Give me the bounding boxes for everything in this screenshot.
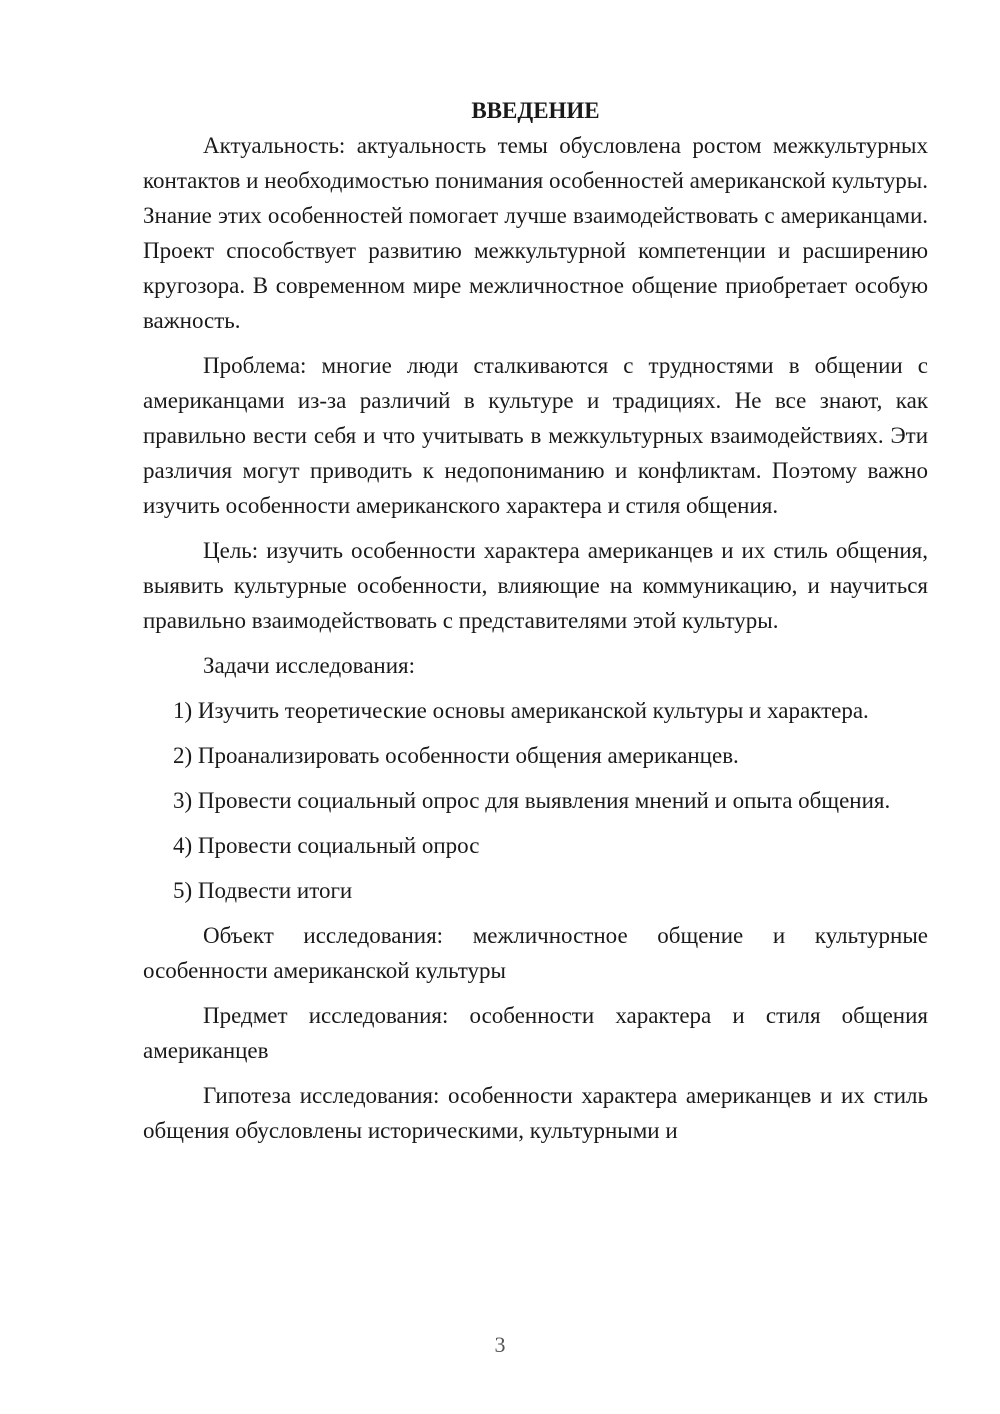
paragraph-goal: Цель: изучить особенности характера американцев и их стиль общения, выявить культурные особенности, влияющие на коммуникацию, и научиться правильно взаимодействовать с представителями этой культуры. <box>143 538 928 633</box>
task-item: 2) Проанализировать особенности общения американцев. <box>173 743 739 768</box>
task-item: 5) Подвести итоги <box>173 878 353 903</box>
paragraph-object: Объект исследования: межличностное общение и культурные особенности американской культуры <box>143 923 928 983</box>
task-item: 1) Изучить теоретические основы американской культуры и характера. <box>173 698 869 723</box>
tasks-heading: Задачи исследования: <box>203 653 416 678</box>
paragraph-relevance: Актуальность: актуальность темы обусловлена ростом межкультурных контактов и необходимостью понимания особенностей американской культуры. Знание этих особенностей помогает лучше взаимодействовать с американцами. Проект способствует развитию межкультурной компетенции и расширению кругозора. В современном мире межличностное общение приобретает особую важность. <box>143 133 928 333</box>
paragraph-subject: Предмет исследования: особенности характера и стиля общения американцев <box>143 1003 928 1063</box>
paragraph-hypothesis: Гипотеза исследования: особенности характера американцев и их стиль общения обусловлены историческими, культурными и <box>143 1083 928 1143</box>
page-number: 3 <box>494 1332 506 1357</box>
page-content <box>143 93 928 1158</box>
paragraph-problem: Проблема: многие люди сталкиваются с трудностями в общении с американцами из-за различий в культуре и традициях. Не все знают, как правильно вести себя и что учитывать в межкультурных взаимодействиях. Эти различия могут приводить к недопониманию и конфликтам. Поэтому важно изучить особенности американского характера и стиля общения. <box>143 353 928 518</box>
section-title: ВВЕДЕНИЕ <box>471 98 600 123</box>
task-item: 4) Провести социальный опрос <box>173 833 480 858</box>
task-item: 3) Провести социальный опрос для выявления мнений и опыта общения. <box>173 788 891 813</box>
